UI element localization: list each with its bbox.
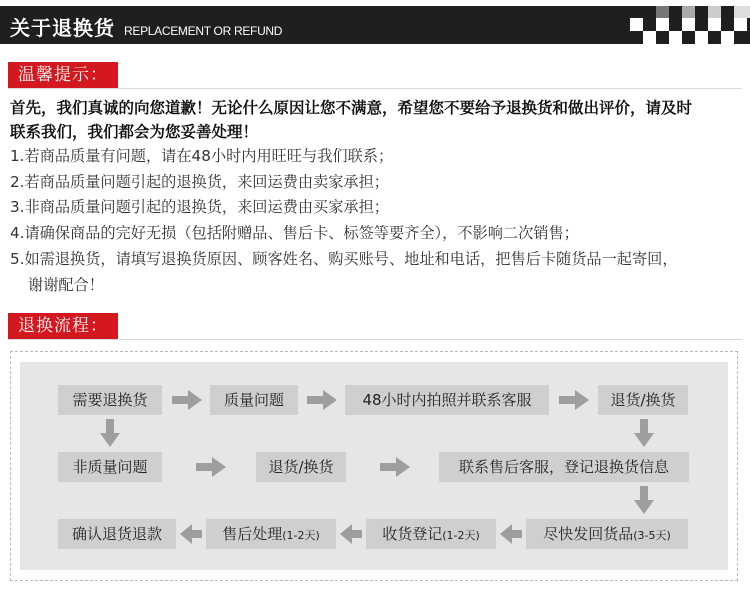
process-divider <box>8 339 742 340</box>
step-aftersales-processing <box>206 519 336 549</box>
step-photo-contact: 48小时内拍照并联系客服 <box>345 385 549 415</box>
step-confirm-refund <box>58 519 176 549</box>
checkerboard-decoration <box>625 6 750 44</box>
step-send-back-goods-label: 尽快发回货品 <box>543 525 634 543</box>
step-receive-register-label: 收货登记 <box>382 525 443 543</box>
arrow-right-icon <box>380 457 410 477</box>
step-return-exchange-2: 退货/换货 <box>256 452 346 482</box>
tips-section-label: 温馨提示： <box>8 62 118 88</box>
intro-line-2: 联系我们，我们都会为您妥善处理！ <box>10 123 259 141</box>
intro-text <box>10 96 740 144</box>
tips-divider <box>8 88 742 89</box>
header-title: 关于退换货 <box>10 16 115 40</box>
intro-line-1: 首先，我们真诚的向您道歉！无论什么原因让您不满意，希望您不要给予退换货和做出评价，请及时 <box>10 99 693 117</box>
step-need-return: 需要退换货 <box>58 385 162 415</box>
tip-item: 4.请确保商品的完好无损（包括附赠品、售后卡、标签等要齐全），不影响二次销售； <box>10 224 579 243</box>
arrow-right-icon <box>307 390 337 410</box>
step-send-back-goods <box>526 519 688 549</box>
process-section-label: 退换流程： <box>8 313 118 339</box>
arrow-down-icon <box>634 419 654 447</box>
arrow-down-icon <box>100 419 120 447</box>
tip-item: 2.若商品质量问题引起的退换货，来回运费由卖家承担； <box>10 172 389 191</box>
tip-item: 5.如需退换货，请填写退换货原因、顾客姓名、购买账号、地址和电话，把售后卡随货品一起寄回， <box>10 249 678 268</box>
arrow-down-icon <box>634 486 654 514</box>
step-contact-aftersales: 联系售后客服，登记退换货信息 <box>439 452 689 482</box>
step-aftersales-processing-note: (1-2天) <box>282 529 320 542</box>
tip-item: 1.若商品质量有问题，请在48小时内用旺旺与我们联系； <box>10 147 394 165</box>
step-aftersales-processing-label: 售后处理 <box>222 525 283 543</box>
step-receive-register <box>366 519 496 549</box>
arrow-left-icon <box>180 524 202 544</box>
step-non-quality: 非质量问题 <box>58 452 162 482</box>
step-receive-register-note: (1-2天) <box>442 529 480 542</box>
arrow-left-icon <box>500 524 522 544</box>
arrow-right-icon <box>172 390 202 410</box>
arrow-left-icon <box>340 524 362 544</box>
step-quality-issue: 质量问题 <box>210 385 298 415</box>
tips-list <box>10 144 740 298</box>
arrow-right-icon <box>559 390 589 410</box>
tip-item: 3.非商品质量问题引起的退换货，来回运费由买家承担； <box>10 198 389 217</box>
tip-continuation-text: 谢谢配合！ <box>28 275 104 294</box>
page-header <box>0 6 750 44</box>
step-return-exchange-1: 退货/换货 <box>598 385 688 415</box>
arrow-right-icon <box>196 457 226 477</box>
header-subtitle: REPLACEMENT OR REFUND <box>124 24 283 38</box>
tip-item-continuation <box>10 273 740 299</box>
step-send-back-goods-note: (3-5天) <box>633 529 671 542</box>
step-confirm-refund-label: 确认退货退款 <box>71 525 162 543</box>
